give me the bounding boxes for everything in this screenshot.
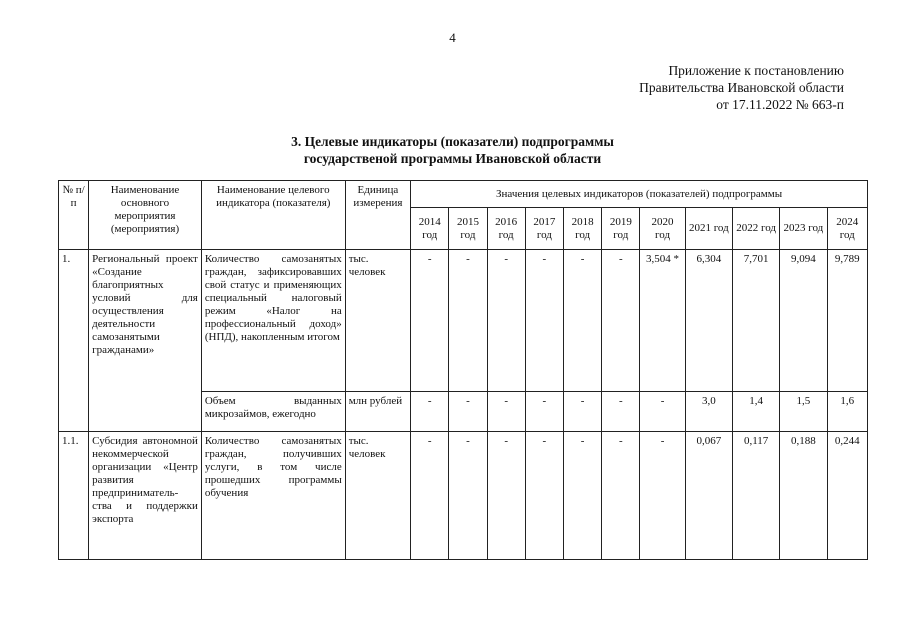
value-cell: - [487, 250, 525, 392]
header-unit: Единица измерения [345, 181, 410, 250]
year-2017: 2017 год [525, 208, 563, 250]
value-cell: 1,4 [732, 392, 779, 432]
title-line-1: 3. Целевые индикаторы (показатели) подпрограммы [291, 134, 614, 149]
appendix-line-3: от 17.11.2022 № 663-п [716, 97, 844, 112]
value-cell: - [411, 392, 449, 432]
appendix-line-1: Приложение к постановлению [668, 63, 844, 78]
value-cell: - [602, 250, 640, 392]
title-line-2: государственой программы Ивановской области [303, 151, 602, 166]
value-cell: 0,067 [685, 432, 732, 560]
year-2023: 2023 год [780, 208, 827, 250]
value-cell: - [487, 392, 525, 432]
value-cell: - [487, 432, 525, 560]
value-cell: - [602, 392, 640, 432]
value-cell: 0,244 [827, 432, 867, 560]
year-2021: 2021 год [685, 208, 732, 250]
value-cell: 0,188 [780, 432, 827, 560]
appendix-block [639, 62, 844, 113]
row-num: 1.1. [59, 432, 89, 560]
value-cell: - [411, 250, 449, 392]
value-cell: - [525, 392, 563, 432]
value-cell: - [411, 432, 449, 560]
indicators-table [58, 180, 868, 560]
value-cell: 9,094 [780, 250, 827, 392]
header-num: № п/п [59, 181, 89, 250]
value-cell: - [563, 432, 601, 560]
value-cell: 0,117 [732, 432, 779, 560]
value-cell: 1,5 [780, 392, 827, 432]
value-cell: - [602, 432, 640, 560]
row-event: Субсидия автономной некоммерческой организации «Центр развития предприниматель-ства и поддержки экспорта [89, 432, 202, 560]
row-indicator: Количество самозанятых граждан, зафиксировавших свой статус и применяющих специальный налоговый режим «Налог на профессиональный доход» (НПД), накопленным итогом [201, 250, 345, 392]
year-2015: 2015 год [449, 208, 487, 250]
value-cell: - [563, 392, 601, 432]
value-cell: - [640, 392, 685, 432]
row-num: 1. [59, 250, 89, 432]
row-unit: тыс. человек [345, 432, 410, 560]
row-unit: тыс. человек [345, 250, 410, 392]
header-row [59, 181, 868, 208]
value-cell: 7,701 [732, 250, 779, 392]
section-title [0, 133, 905, 167]
value-cell: 1,6 [827, 392, 867, 432]
year-2020: 2020 год [640, 208, 685, 250]
page-number: 4 [449, 30, 456, 45]
row-unit: млн рублей [345, 392, 410, 432]
year-2022: 2022 год [732, 208, 779, 250]
row-indicator: Объем выданных микрозаймов, ежегодно [201, 392, 345, 432]
row-indicator: Количество самозанятых граждан, получивших услуги, в том числе прошедших программы обучения [201, 432, 345, 560]
year-2016: 2016 год [487, 208, 525, 250]
header-indicator: Наименование целевого индикатора (показателя) [201, 181, 345, 250]
header-event: Наименование основного мероприятия (мероприятия) [89, 181, 202, 250]
value-cell: - [449, 250, 487, 392]
value-cell: 6,304 [685, 250, 732, 392]
table-row [59, 432, 868, 560]
value-cell: - [525, 432, 563, 560]
value-cell: 3,0 [685, 392, 732, 432]
value-cell: - [525, 250, 563, 392]
value-cell: - [449, 392, 487, 432]
value-cell: - [640, 432, 685, 560]
value-cell: - [563, 250, 601, 392]
year-2024: 2024 год [827, 208, 867, 250]
year-2019: 2019 год [602, 208, 640, 250]
table-row [59, 250, 868, 392]
year-2014: 2014 год [411, 208, 449, 250]
row-event: Региональный проект «Создание благоприятных условий для осуществления деятельности самозанятыми гражданами» [89, 250, 202, 432]
appendix-line-2: Правительства Ивановской области [639, 80, 844, 95]
header-values: Значения целевых индикаторов (показателей) подпрограммы [411, 181, 868, 208]
value-cell: - [449, 432, 487, 560]
year-2018: 2018 год [563, 208, 601, 250]
value-cell: 9,789 [827, 250, 867, 392]
value-cell: 3,504 * [640, 250, 685, 392]
